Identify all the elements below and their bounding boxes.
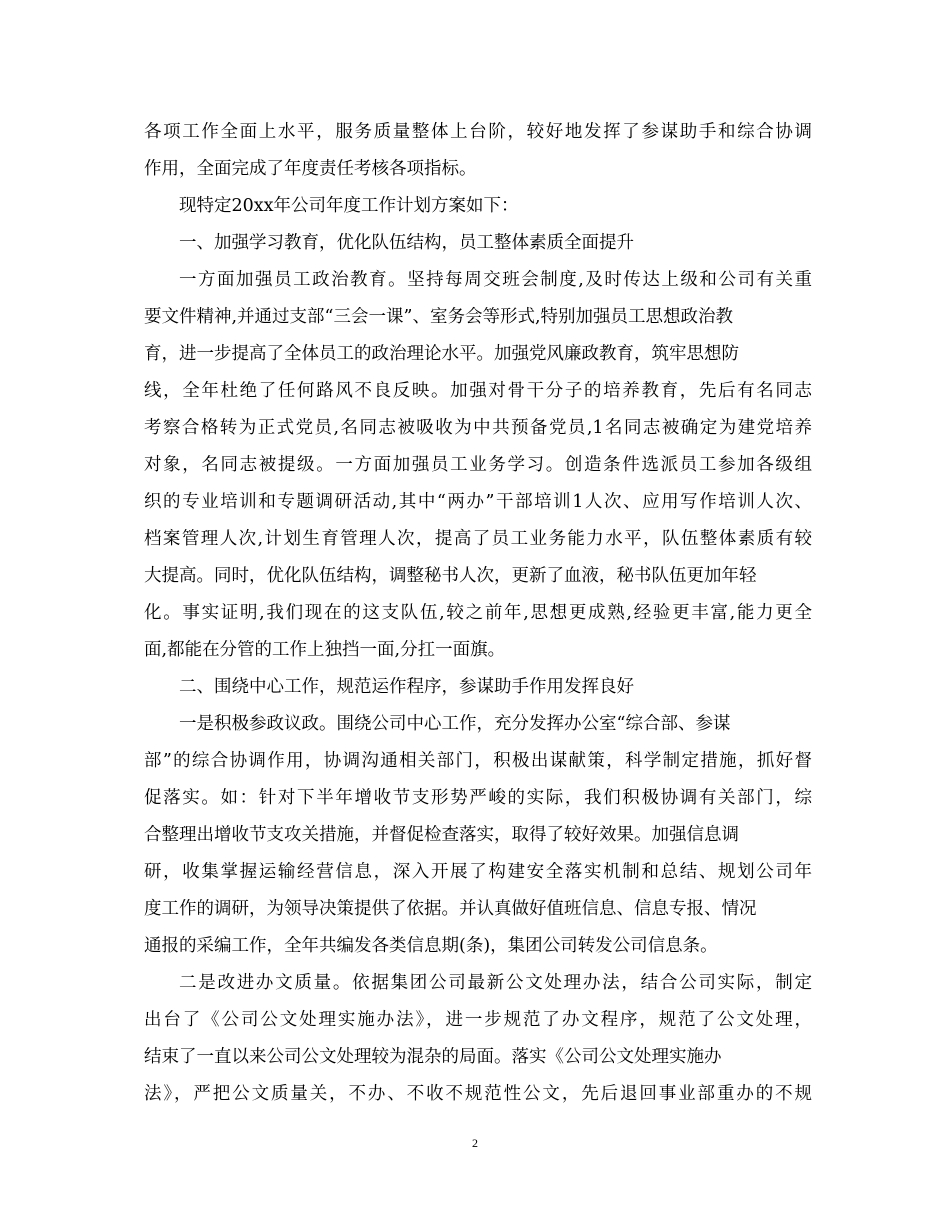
paragraph-first-line: 二是改进办文质量。依据集团公司最新公文处理办法，结合公司实际，制定 — [179, 973, 812, 993]
text-line: 通报的采编工作，全年共编发各类信息期(条)，集团公司转发公司信息条。 — [144, 936, 718, 956]
text-line: 促落实。如：针对下半年增收节支形势严峻的实际，我们积极协调有关部门，综 — [144, 788, 812, 808]
paragraph-first-line: 一方面加强员工政治教育。坚持每周交班会制度,及时传达上级和公司有关重 — [179, 270, 812, 290]
text-line: 对象，名同志被提级。一方面加强员工业务学习。创造条件选派员工参加各级组 — [144, 455, 812, 475]
text-line: 档案管理人次,计划生育管理人次，提高了员工业务能力水平，队伍整体素质有较 — [144, 529, 812, 549]
text-line: 育，进一步提高了全体员工的政治理论水平。加强党风廉政教育，筑牢思想防 — [144, 344, 739, 364]
paragraph-first-line: 现特定20xx年公司年度工作计划方案如下： — [179, 196, 519, 216]
text-line: 出台了《公司公文处理实施办法》，进一步规范了办文程序，规范了公文处理， — [144, 1010, 812, 1030]
text-line: 考察合格转为正式党员,名同志被吸收为中共预备党员,1名同志被确定为建党培养 — [144, 418, 812, 438]
text-line: 部”的综合协调作用，协调沟通相关部门，积极出谋献策，科学制定措施，抓好督 — [144, 751, 812, 771]
text-line: 作用，全面完成了年度责任考核各项指标。 — [144, 159, 477, 179]
section-heading: 二、围绕中心工作，规范运作程序，参谋助手作用发挥良好 — [179, 677, 634, 697]
text-line: 化。事实证明,我们现在的这支队伍,较之前年,思想更成熟,经验更丰富,能力更全 — [144, 603, 812, 623]
page-number: 2 — [472, 1136, 478, 1150]
text-line: 要文件精神,并通过支部“三会一课”、室务会等形式,特别加强员工思想政治教 — [144, 307, 734, 327]
text-line: 法》，严把公文质量关，不办、不收不规范性公文，先后退回事业部重办的不规 — [144, 1084, 812, 1104]
section-heading: 一、加强学习教育，优化队伍结构，员工整体素质全面提升 — [179, 233, 634, 253]
text-line: 合整理出增收节支攻关措施，并督促检查落实，取得了较好效果。加强信息调 — [144, 825, 739, 845]
text-line: 研，收集掌握运输经营信息，深入开展了构建安全落实机制和总结、规划公司年 — [144, 862, 812, 882]
text-line: 线，全年杜绝了任何路风不良反映。加强对骨干分子的培养教育，先后有名同志 — [144, 381, 812, 401]
text-line: 结束了一直以来公司公文处理较为混杂的局面。落实《公司公文处理实施办 — [144, 1047, 722, 1067]
text-line: 各项工作全面上水平，服务质量整体上台阶，较好地发挥了参谋助手和综合协调 — [144, 122, 812, 142]
document-body — [144, 114, 812, 1113]
paragraph-first-line: 一是积极参政议政。围绕公司中心工作，充分发挥办公室“综合部、参谋 — [179, 714, 731, 734]
text-line: 织的专业培训和专题调研活动,其中“两办”干部培训1人次、应用写作培训人次、 — [144, 492, 812, 512]
text-line: 度工作的调研，为领导决策提供了依据。并认真做好值班信息、信息专报、情况 — [144, 899, 757, 919]
text-line: 大提高。同时，优化队伍结构，调整秘书人次，更新了血液，秘书队伍更加年轻 — [144, 566, 757, 586]
text-line: 面,都能在分管的工作上独挡一面,分扛一面旗。 — [144, 640, 506, 660]
